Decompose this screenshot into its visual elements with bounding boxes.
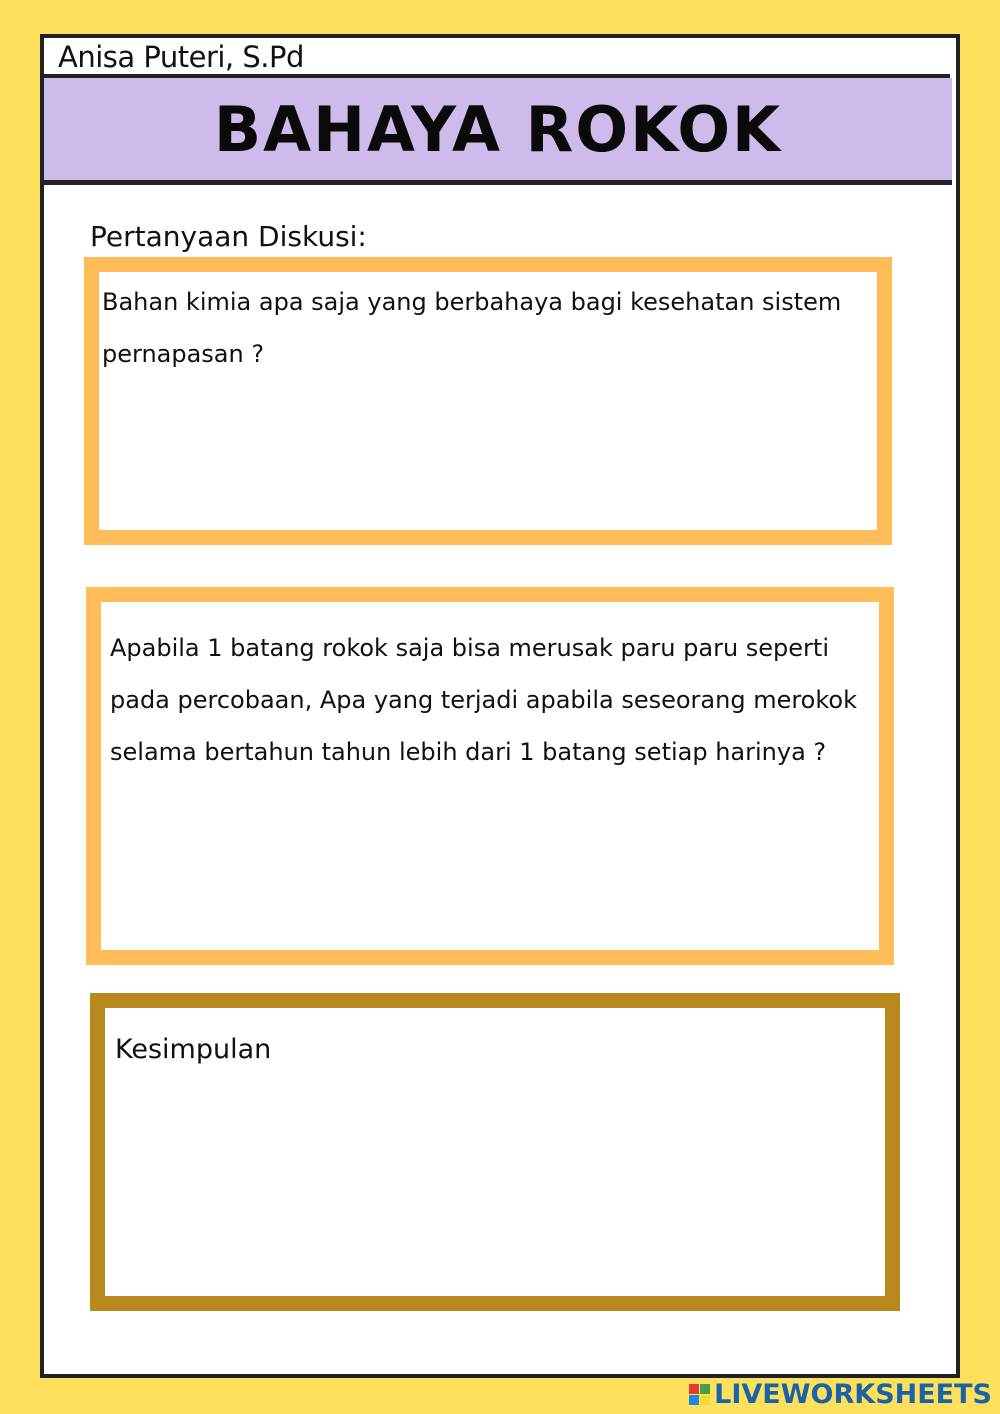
author-bar — [44, 38, 950, 78]
conclusion-label: Kesimpulan — [115, 1034, 272, 1065]
author-name: Anisa Puteri, S.Pd — [58, 40, 304, 74]
brand-name: LIVEWORKSHEETS — [714, 1379, 992, 1410]
discussion-label: Pertanyaan Diskusi: — [90, 220, 367, 253]
question-box-2[interactable] — [86, 587, 894, 965]
page-title: BAHAYA ROKOK — [213, 92, 783, 166]
conclusion-box[interactable] — [90, 993, 900, 1311]
footer-branding — [689, 1379, 992, 1410]
liveworksheets-logo-icon — [689, 1384, 710, 1405]
question-text-2: Apabila 1 batang rokok saja bisa merusak paru paru seperti pada percobaan, Apa yang terjadi apabila seseorang merokok selama bertahun tahun lebih dari 1 batang setiap harinya ? — [110, 634, 857, 766]
question-text-1: Bahan kimia apa saja yang berbahaya bagi kesehatan sistem pernapasan ? — [102, 288, 842, 368]
title-banner — [44, 78, 952, 185]
question-box-1[interactable] — [84, 257, 892, 545]
